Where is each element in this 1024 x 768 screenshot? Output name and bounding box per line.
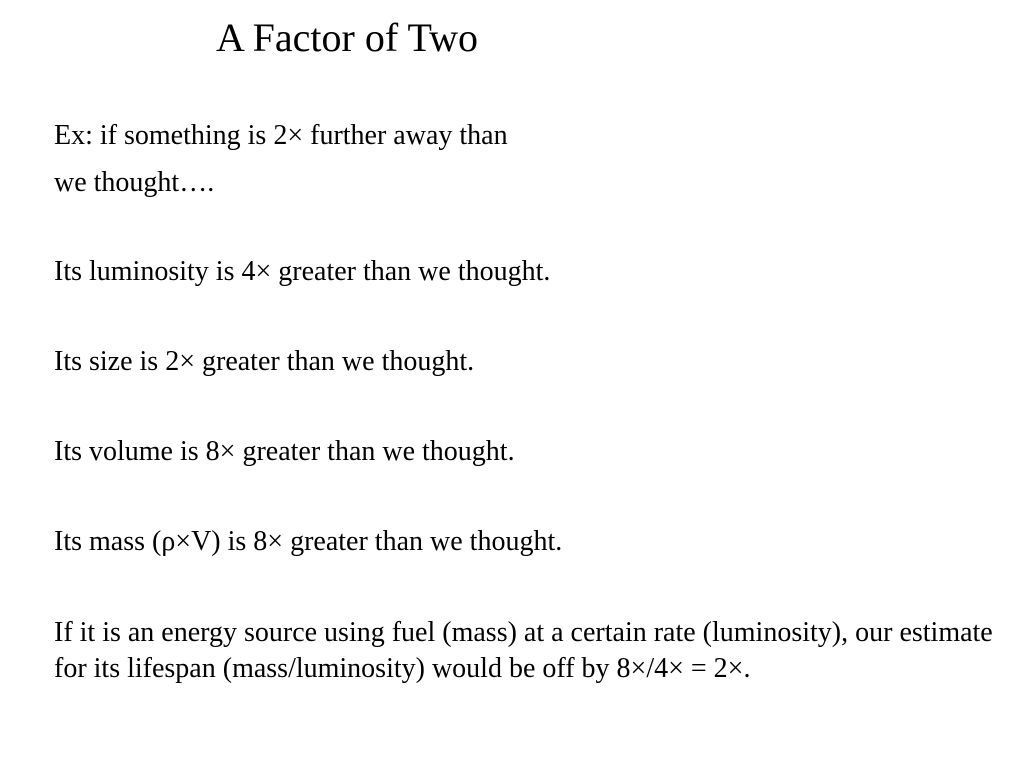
example-line-1: Ex: if something is 2× further away than [54, 120, 508, 151]
volume-statement: Its volume is 8× greater than we thought. [54, 436, 515, 467]
example-line-2: we thought…. [54, 167, 215, 198]
mass-statement: Its mass (ρ×V) is 8× greater than we thought. [54, 526, 563, 557]
size-statement: Its size is 2× greater than we thought. [54, 346, 475, 377]
luminosity-statement: Its luminosity is 4× greater than we thought. [54, 256, 551, 287]
lifespan-statement: If it is an energy source using fuel (mass) at a certain rate (luminosity), our estimate for its lifespan (mass/luminosity) would be off by 8×/4× = 2×. [54, 617, 993, 684]
slide-title: A Factor of Two [216, 15, 478, 60]
